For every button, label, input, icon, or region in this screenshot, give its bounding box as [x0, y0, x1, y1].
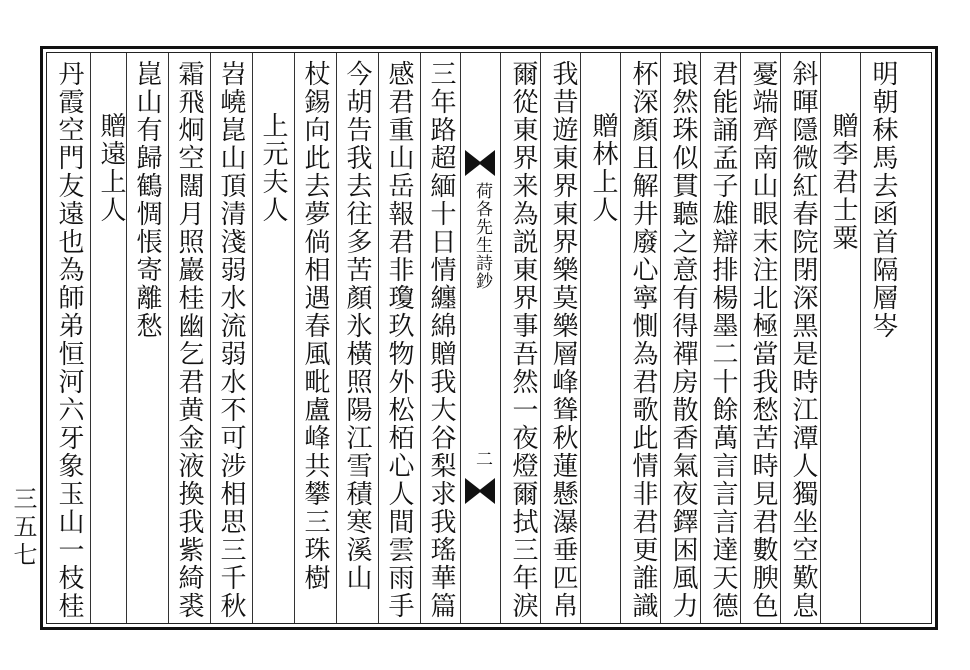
text-column: 崑山有歸鶴惆悵寄離愁 [132, 60, 162, 340]
column-divider [420, 53, 421, 623]
poem-title: 贈遠上人 [96, 112, 126, 224]
column-divider [378, 53, 379, 623]
text-column: 岧嶢崑山頂清淺弱水流弱水不可涉相思三千秋 [216, 60, 246, 620]
column-divider [740, 53, 741, 623]
column-divider [580, 53, 581, 623]
column-divider [780, 53, 781, 623]
column-divider [168, 53, 169, 623]
text-column: 君能誦孟子雄辯排楊墨二十餘萬言言言達天德 [708, 60, 738, 620]
text-column: 爾從東界来為説東界事吾然一夜燈爾拭三年淚 [508, 60, 538, 620]
text-column: 琅然珠似貫聽之意有得禪房散香氣夜鐸困風力 [668, 60, 698, 620]
poem-title: 贈李君士粟 [828, 112, 858, 252]
text-column: 斜暉隱微紅春院閉深黑是時江潭人獨坐空歎息 [788, 60, 818, 620]
column-divider [126, 53, 127, 623]
text-column: 霜飛炯空闊月照巖桂幽乞君黄金液換我紫綺裘 [174, 60, 204, 620]
poem-title: 上元夫人 [258, 112, 288, 224]
text-column: 今胡告我去往多苦顏氷橫照陽江雪積寒溪山 [342, 60, 372, 592]
center-divider-left [460, 53, 461, 623]
column-divider [620, 53, 621, 623]
book-title: 荷各先生詩鈔 [472, 182, 492, 290]
poem-title: 贈林上人 [588, 112, 618, 224]
column-divider [252, 53, 253, 623]
folio-number: 二 [472, 450, 492, 467]
page-number: 三五七 [9, 486, 37, 570]
column-divider [700, 53, 701, 623]
text-column: 杖錫向此去夢倘相遇春風毗盧峰共攀三珠樹 [300, 60, 330, 592]
text-column: 丹霞空門友遠也為師弟恒河六牙象玉山一枝桂 [54, 60, 84, 620]
text-column: 三年路超緬十日情纏綿贈我大谷梨求我瑤華篇 [426, 60, 456, 620]
text-column: 杯深顏且解井廢心寧惻為君歌此情非君更誰識 [628, 60, 658, 620]
column-divider [294, 53, 295, 623]
column-divider [540, 53, 541, 623]
column-divider [660, 53, 661, 623]
column-divider [820, 53, 821, 623]
text-column: 憂端齊南山眼末注北極當我愁苦時見君數腴色 [748, 60, 778, 620]
column-divider [860, 53, 861, 623]
center-divider-right [500, 53, 501, 623]
text-column: 我昔遊東界東界樂莫樂層峰聳秋蓮懸瀑垂匹帛 [548, 60, 578, 620]
column-divider [336, 53, 337, 623]
text-column: 明朝秣馬去函首隔層岑 [868, 60, 898, 340]
text-column: 感君重山岳報君非瓊玖物外松栢心人間雲雨手 [384, 60, 414, 620]
column-divider [90, 53, 91, 623]
column-divider [210, 53, 211, 623]
